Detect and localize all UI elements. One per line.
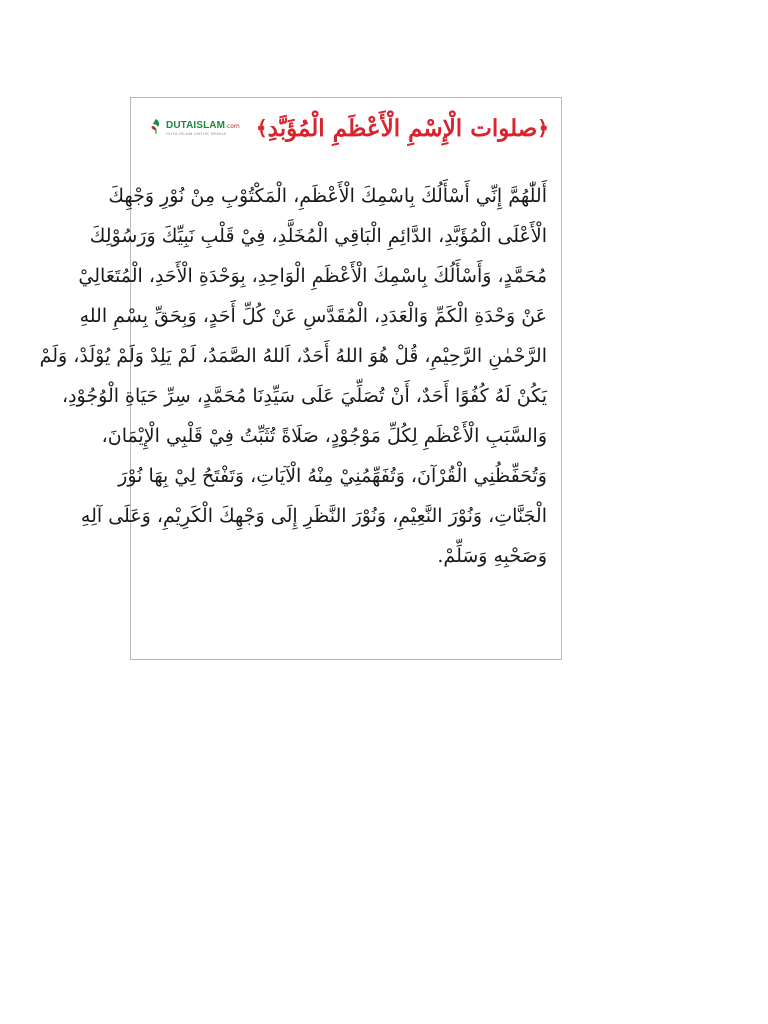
- title-close-bracket: ﴾: [255, 116, 268, 140]
- logo-tagline: DUTA ISLAM UNTUK SEMUA: [166, 131, 227, 136]
- title-text: صلوات الْإِسْمِ الْأَعْظَمِ الْمُؤَبَّدِ: [267, 114, 538, 142]
- prayer-line: عَنْ وَحْدَةِ الْكَمِّ وَالْعَدَدِ، الْمُقَدَّسِ عَنْ كُلِّ أَحَدٍ، وَبِحَقِّ بِسْمِ اللهِ: [79, 305, 547, 327]
- logo-name: DUTAISLAM: [166, 120, 226, 131]
- prayer-line: وَتُحَفِّظُنِي الْقُرْآنَ، وَتُفَهِّمُنِيْ مِنْهُ الْآيَاتِ، وَتَفْتَحُ لِيْ بِهَا نُوْرَ: [118, 465, 547, 487]
- prayer-line: الرَّحْمٰنِ الرَّحِيْمِ، قُلْ هُوَ اللهُ أَحَدٌ، اَللهُ الصَّمَدُ، لَمْ يَلِدْ وَلَمْ يُوْلَدْ، وَلَمْ: [39, 345, 547, 367]
- prayer-line: وَصَحْبِهِ وَسَلِّمْ.: [437, 545, 547, 567]
- prayer-card: [39, 97, 562, 660]
- prayer-title: [256, 106, 549, 150]
- prayer-body: [39, 176, 547, 576]
- prayer-line: أَللّٰهُمَّ إِنِّي أَسْأَلُكَ بِاسْمِكَ الْأَعْظَمِ، الْمَكْتُوْبِ مِنْ نُوْرِ وَجْهِكَ: [108, 185, 547, 207]
- prayer-line: وَالسَّبَبِ الْأَعْظَمِ لِكُلِّ مَوْجُوْدٍ، صَلَاةً تُثَبِّتُ فِيْ قَلْبِي الْإِيْمَانَ،: [101, 425, 547, 447]
- prayer-line: مُحَمَّدٍ، وَأَسْأَلُكَ بِاسْمِكَ الْأَعْظَمِ الْوَاحِدِ، بِوَحْدَةِ الْأَحَدِ، الْمُتَعَالِيْ: [78, 265, 547, 287]
- prayer-line: يَكُنْ لَهُ كُفُوًا أَحَدٌ، أَنْ تُصَلِّيَ عَلَى سَيِّدِنَا مُحَمَّدٍ، سِرِّ حَيَاةِ الْوُجُوْدِ،: [61, 385, 547, 407]
- prayer-line: الْأَعْلَى الْمُؤَبَّدِ، الدَّائِمِ الْبَاقِي الْمُخَلَّدِ، فِيْ قَلْبِ نَبِيِّكَ وَرَسُوْلِكَ: [89, 225, 547, 247]
- title-open-bracket: ﴿: [537, 116, 549, 140]
- dutaislam-logo: [149, 115, 240, 136]
- logo-tld: .com: [225, 123, 240, 130]
- prayer-line: الْجَنَّاتِ، وَنُوْرَ النَّعِيْمِ، وَنُوْرَ النَّظَرِ إِلَى وَجْهِكَ الْكَرِيْمِ، وَعَلَى آلِهِ: [80, 505, 547, 527]
- leaf-logo-icon: [149, 118, 163, 134]
